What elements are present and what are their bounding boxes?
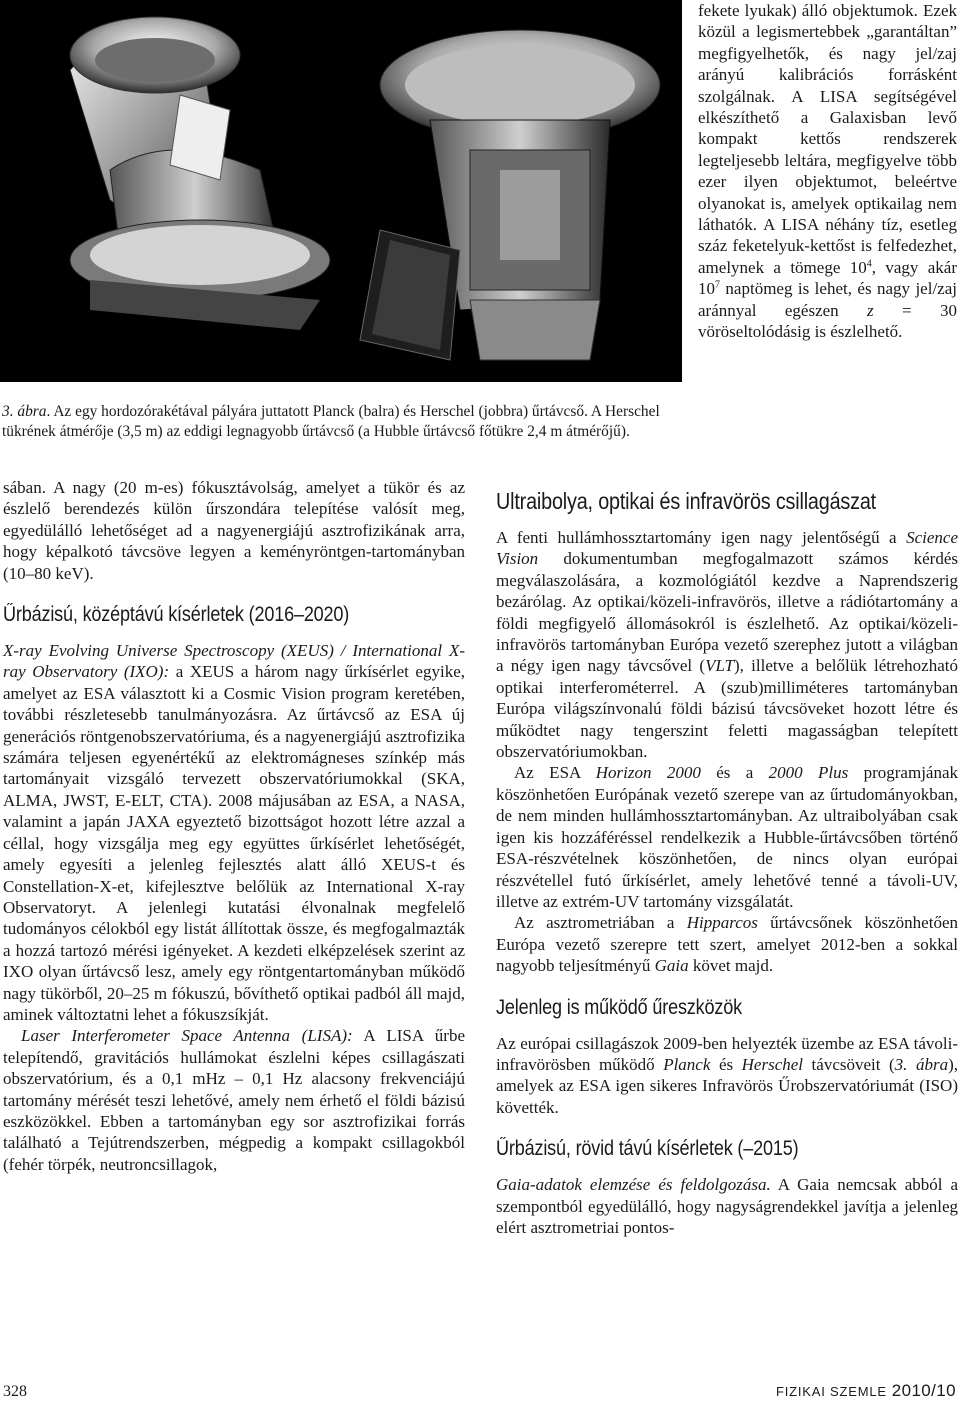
text-run: A LISA űrbe telepítendő, gravitációs hullámokat észlelni képes csillagászati obszervatórium, és a 0,1 mHz – 0,1 Hz alacsony frekvenciájú tartomány mérését teszi lehetővé, amely nem érhető el földi bázisú eszközökkel. Ebben a tartományban egy sor asztrofizikai forrás található a Tejútrendszerben, mégpedig a kompakt csillagokból (fehér törpék, neutroncsillagok,	[3, 1026, 465, 1174]
text-run: , vagy akár 10	[698, 257, 957, 299]
column-top-right	[698, 0, 957, 343]
text-run: A fenti hullámhossztartomány igen nagy jelentőségű a	[496, 528, 907, 547]
paragraph	[698, 0, 957, 343]
text-run: a XEUS a három nagy űrkísérlet egyike, amelyet az ESA választott ki a Cosmic Vision program keretében, további részletesebb tanulmányozásra. Az űrtávcső az ESA új generációs röntgenobszervatóriuma, és a nagyenergiájú asztrofizika számára teljesen egyenértékű az elektromágneses színkép más tartományait vizsgáló tervezett obszervatóriumokkal (SKA, ALMA, JWST, E-ELT, CTA). 2008 májusában az ESA, a NASA, valamint a japán JAXA egyeztető bizottságot hozott létre azzal a céllal, hogy vizsgálja meg egy együttes űrkísérlet lehetőségét, amely egyesíti a jelenleg fejlesztés alatt álló XEUS-t és Constellation-X-et, kifejlesztve belőlük az International X-ray Observatoryt. A jelenlegi kutatási élvonalnak megfelelő tudományos célokból egy listát állítottak össze, és megfogalmazták a hozzá tartozó mérési igényeket. A kezdeti elképzelések szerint az IXO olyan űrtávcső lesz, amely egy röntgentartományban működő nagy tükörből, 20–25 m fókuszú, bővíthető optikai padból áll majd, aminek változtatni lehet a fókuszsíkját.	[3, 662, 465, 1024]
text-run: Az ESA	[514, 763, 596, 783]
figure-label: 3. ábra	[2, 403, 47, 420]
text-run: Az európai csillagászok 2009-ben helyezték üzembe az ESA távoli-infravörösben működő	[496, 1033, 958, 1074]
journal-name: FIZIKAI SZEMLE	[775, 1384, 887, 1399]
section-heading: Ultraibolya, optikai és infravörös csillagászat	[496, 488, 876, 514]
spacecraft-illustration	[0, 0, 682, 382]
journal-year: 2010	[891, 1381, 932, 1400]
italic-run: Horizon 2000	[595, 763, 701, 783]
text-run: és a	[700, 763, 769, 783]
text-run: fekete lyukak) álló objektumok. Ezek közül a legismertebbek „garantáltan” megfigyelhetők, és nagy jel/zaj arányú kalibrációs forrásként szolgálnak. A LISA segítségével elkészíthető a Galaxisban levő kompakt kettős rendszerek legteljesebb leltára, megfigyelve több ezer ilyen objektumot, beleértve olyanokat is, amelyek optikailag nem láthatók. A LISA néhány tíz, esetleg száz feketelyuk-kettőst is felfedezhet, amelynek a tömege 10	[698, 1, 957, 277]
paragraph	[496, 527, 958, 762]
italic-run: Planck	[663, 1054, 711, 1074]
superscript: 4	[866, 258, 872, 270]
paragraph	[496, 1033, 958, 1119]
section-heading: Jelenleg is működő űreszközök	[496, 995, 742, 1019]
italic-run: Hipparcos	[686, 913, 758, 933]
text-run: naptömeg is lehet, és nagy jel/zaj aránnyal egészen	[698, 279, 957, 320]
italic-run: Herschel	[741, 1054, 804, 1074]
italic-run: Gaia	[654, 956, 689, 976]
column-left	[3, 477, 465, 1175]
italic-run: X-ray Evolving Universe Spectroscopy (XEUS) / International X-ray Observatory (IXO):	[3, 641, 465, 682]
text-run: űrtávcsőnek köszönhetően Európa vezető szerepre tett szert, amelyet 2012-ben a sokkal nagyobb teljesítményű	[496, 913, 958, 976]
variable-z: z	[867, 300, 874, 320]
section-heading: Űrbázisú, középtávú kísérletek (2016–2020)	[3, 603, 350, 627]
page-number: 328	[3, 1383, 27, 1400]
paragraph	[3, 1025, 465, 1175]
italic-run: Laser Interferometer Space Antenna (LISA):	[21, 1026, 353, 1046]
paragraph	[3, 640, 465, 1025]
text-run: A Gaia nemcsak abból a szempontból egyedülálló, hogy nagyságrendekkel javítja a jelenleg elért asztrometriai pontos-	[496, 1175, 959, 1237]
text-run: követ majd.	[688, 956, 774, 976]
text-run: = 30 vöröseltolódásig is észlelhető.	[698, 300, 957, 342]
column-right	[496, 487, 958, 1238]
text-run: távcsöveit (	[803, 1054, 895, 1074]
italic-run: VLT	[705, 656, 735, 676]
paragraph	[496, 1174, 958, 1238]
superscript: 7	[715, 279, 720, 291]
text-run: és	[710, 1054, 742, 1074]
figure-image	[0, 0, 682, 382]
paragraph	[496, 762, 958, 912]
italic-run: 3. ábra	[894, 1054, 949, 1074]
paragraph: sában. A nagy (20 m-es) fókusztávolság, amelyet a tükör és az észlelő berendezés külön űrszondára telepítése valósít meg, egyedülálló lehetőséget ad a nagyenergiájú asztrofizikának arra, hogy képalkotó távcsöve legyen a keményröntgen-tartományban (10–80 keV).	[3, 478, 465, 583]
text-run: ), amelyek az ESA igen sikeres Infravörös Űrobszervatóriumát (ISO) követték.	[496, 1054, 958, 1117]
figure-caption-text: . Az egy hordozórakétával pályára juttatott Planck (balra) és Herschel (jobbra) űrtávcső. A Herschel tükrének átmérője (3,5 m) az eddigi legnagyobb űrtávcső (a Hubble űrtávcső főtükre 2,4 m átmérőjű).	[2, 403, 660, 440]
text-run: programjának köszönhetően Európának vezető szerepe van az űrtudományokban, de nem minden hullámhossztartományban. Az ultraibolyában csak igen kis hozzáféréssel rendelkezik a Hubble-űrtávcsőben történő ESA-részvételnek köszönhetően, de nincs olyan európai részvétellel futó űrkísérlet, amely lehetővé tenné a távoli-UV, illetve az extrém-UV tartomány vizsgálatát.	[496, 763, 959, 911]
journal-separator: /	[931, 1381, 937, 1400]
figure-caption	[2, 402, 678, 442]
journal-footer	[776, 1381, 956, 1401]
italic-run: Gaia-adatok elemzése és feldolgozása.	[496, 1175, 771, 1195]
text-run: ), illetve a belőlük létrehozható optikai interferométerrel. A (szub)milliméteres tartományban Európa világszínvonalú földi bázisú távcsöveket hozott létre és működtet nagy tengerszint feletti magasságban telepített obszervatóriumokban.	[496, 656, 958, 762]
section-heading: Űrbázisú, rövid távú kísérletek (–2015)	[496, 1137, 799, 1161]
text-run: dokumentumban megfogalmazott számos kérdés megválaszolására, a kozmológiától kezdve a Naprendszerig bezárólag. Az optikai/közeli-infravörös, illetve a rádiótartomány a földi megfigyelő állomásokról is észlelhető. Az optikai/közeli-infravörös tartományban Európa vezető szerephez jutott a világban a négy igen nagy távcsővel (	[496, 549, 958, 676]
italic-run: Science Vision	[496, 528, 958, 569]
italic-run: 2000 Plus	[768, 763, 849, 783]
text-run: Az asztrometriában a	[514, 913, 687, 933]
journal-issue: 10	[936, 1381, 956, 1400]
paragraph	[496, 912, 958, 976]
